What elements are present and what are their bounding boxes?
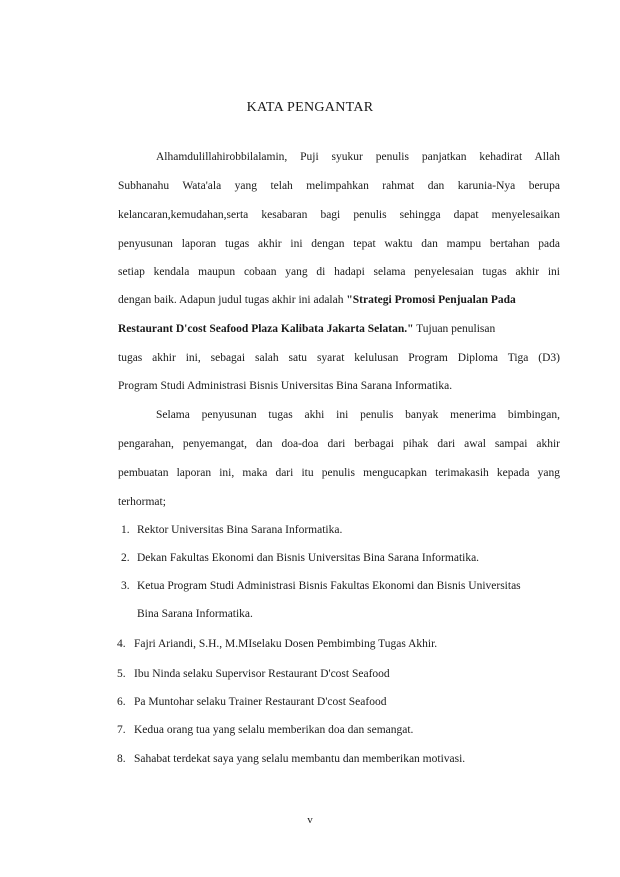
- paragraph-1-line-1: Alhamdulillahirobbilalamin, Puji syukur penulis panjatkan kehadirat Allah: [156, 151, 560, 163]
- paragraph-2-line-2: pengarahan, penyemangat, dan doa-doa dari berbagai pihak dari awal sampai akhir: [118, 438, 560, 450]
- paragraph-1-line-3: kelancaran,kemudahan,serta kesabaran bagi penulis sehingga dapat menyelesaikan: [118, 209, 560, 221]
- paragraph-1-line-7: [118, 322, 560, 336]
- paragraph-2-line-3: pembuatan laporan ini, maka dari itu penulis mengucapkan terimakasih kepada yang: [118, 467, 560, 479]
- paragraph-2-line-4: terhormat;: [118, 496, 166, 508]
- thesis-title-part-1: "Strategi Promosi Penjualan Pada: [346, 294, 516, 306]
- list-item: Rektor Universitas Bina Sarana Informatika.: [137, 524, 343, 536]
- paragraph-1-line-5: setiap kendala maupun cobaan yang di hadapi selama penyelesaian tugas akhir ini: [118, 266, 560, 278]
- list-item: Ibu Ninda selaku Supervisor Restaurant D'cost Seafood: [134, 668, 390, 680]
- list-item-number: 6.: [117, 696, 126, 708]
- list-item-number: 3.: [121, 580, 130, 592]
- page-number: v: [307, 814, 313, 826]
- paragraph-1-line-9: Program Studi Administrasi Bisnis Universitas Bina Sarana Informatika.: [118, 380, 453, 392]
- list-item-number: 8.: [117, 753, 126, 765]
- list-item: Dekan Fakultas Ekonomi dan Bisnis Universitas Bina Sarana Informatika.: [137, 552, 480, 564]
- list-item: Pa Muntohar selaku Trainer Restaurant D'cost Seafood: [134, 696, 387, 708]
- paragraph-1-line-6-text: dengan baik. Adapun judul tugas akhir ini adalah: [118, 294, 347, 306]
- paragraph-1-line-6: [118, 293, 560, 307]
- paragraph-1-line-2: Subhanahu Wata'ala yang telah melimpahkan rahmat dan karunia-Nya berupa: [118, 180, 560, 192]
- list-item-number: 7.: [117, 724, 126, 736]
- paragraph-1-line-4: penyusunan laporan tugas akhir ini dengan tepat waktu dan mampu bertahan pada: [118, 238, 560, 250]
- paragraph-1-line-7-text: Tujuan penulisan: [413, 323, 496, 335]
- paragraph-1-line-8: tugas akhir ini, sebagai salah satu syarat kelulusan Program Diploma Tiga (D3): [118, 352, 560, 364]
- list-item-number: 2.: [121, 552, 130, 564]
- list-item: Fajri Ariandi, S.H., M.MIselaku Dosen Pembimbing Tugas Akhir.: [134, 638, 438, 650]
- list-item: Kedua orang tua yang selalu memberikan doa dan semangat.: [134, 724, 414, 736]
- list-item: Ketua Program Studi Administrasi Bisnis Fakultas Ekonomi dan Bisnis Universitas: [137, 580, 521, 592]
- page-title: KATA PENGANTAR: [246, 100, 374, 115]
- list-item-number: 4.: [117, 638, 126, 650]
- paragraph-2-line-1: Selama penyusunan tugas akhi ini penulis banyak menerima bimbingan,: [156, 409, 560, 421]
- list-item-continuation: Bina Sarana Informatika.: [137, 608, 253, 620]
- list-item-number: 5.: [117, 668, 126, 680]
- list-item-number: 1.: [121, 524, 130, 536]
- thesis-title-part-2: Restaurant D'cost Seafood Plaza Kalibata Jakarta Selatan.": [118, 323, 414, 335]
- list-item: Sahabat terdekat saya yang selalu membantu dan memberikan motivasi.: [134, 753, 466, 765]
